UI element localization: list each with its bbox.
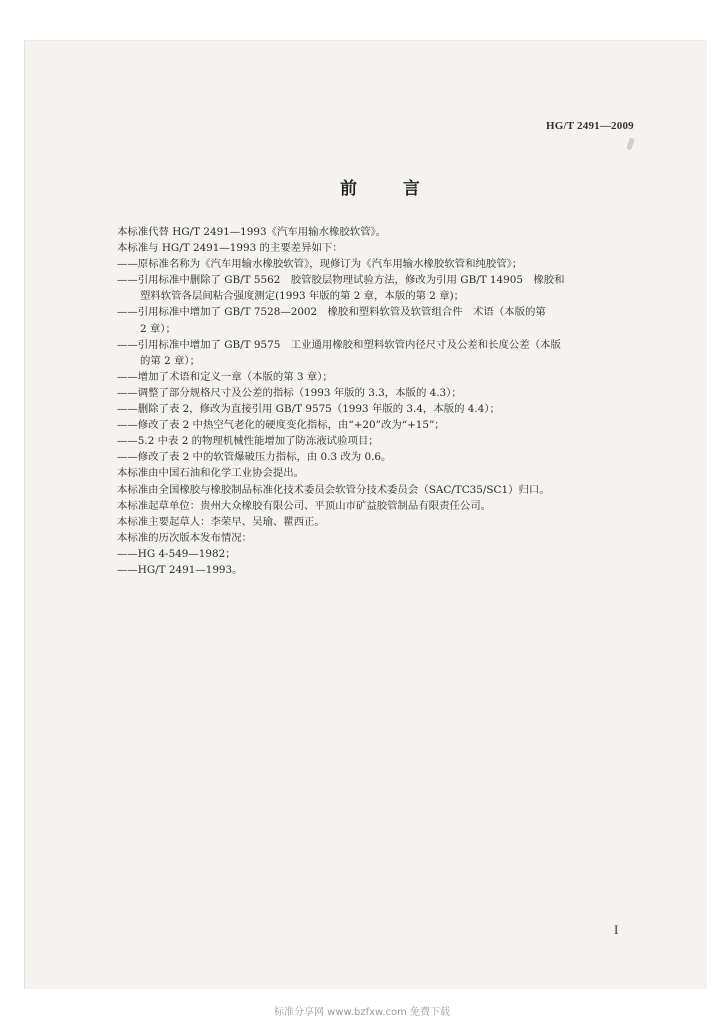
- text-line: ——修改了表 2 中的软管爆破压力指标，由 0.3 改为 0.6。: [117, 451, 392, 464]
- foreword-body: [117, 224, 657, 578]
- text-line: 塑料软管各层间粘合强度测定(1993 年版的第 2 章，本版的第 2 章)；: [140, 290, 465, 303]
- text-line: ——引用标准中增加了 GB/T 7528—2002 橡胶和塑料软管及软管组合件 术语（本版的第: [117, 306, 546, 319]
- page-number: I: [614, 922, 619, 937]
- text-line: 本标准与 HG/T 2491—1993 的主要差异如下：: [117, 242, 343, 255]
- text-line: ——增加了术语和定义一章（本版的第 3 章）；: [117, 370, 333, 383]
- text-line: 本标准起草单位：贵州大众橡胶有限公司、平顶山市矿益胶管制品有限责任公司。: [117, 499, 492, 512]
- page-title: 前 言: [340, 179, 440, 199]
- text-line: ——HG/T 2491—1993。: [117, 563, 243, 576]
- text-line: 2 章）；: [140, 322, 176, 335]
- text-line: ——修改了表 2 中热空气老化的硬度变化指标，由“+20”改为“+15”；: [117, 419, 445, 432]
- text-line: ——HG 4-549—1982；: [117, 547, 236, 560]
- text-line: 本标准主要起草人：李荣早、吴瑜、瞿西正。: [117, 515, 325, 528]
- watermark-footer: 标准分享网 www.bzfxw.com 免费下载: [274, 1007, 450, 1018]
- text-line: 本标准代替 HG/T 2491—1993《汽车用输水橡胶软管》。: [117, 226, 387, 238]
- text-line: 本标准的历次版本发布情况：: [117, 531, 253, 544]
- text-line: ——5.2 中表 2 的物理机械性能增加了防冻液试验项目；: [117, 435, 379, 448]
- text-line: ——调整了部分规格尺寸及公差的指标（1993 年版的 3.3，本版的 4.3）；: [117, 386, 462, 399]
- text-line: ——引用标准中增加了 GB/T 9575 工业通用橡胶和塑料软管内径尺寸及公差和长度公差（本版: [117, 338, 561, 351]
- text-line: ——原标准名称为《汽车用输水橡胶软管》，现修订为《汽车用输水橡胶软管和纯胶管》；: [117, 258, 523, 271]
- text-line: ——引用标准中删除了 GB/T 5562 胶管胶层物理试验方法，修改为引用 GB/T 14905 橡胶和: [117, 274, 565, 287]
- text-line: 的第 2 章）；: [140, 354, 200, 367]
- document-code: HG/T 2491—2009: [546, 120, 634, 132]
- text-line: 本标准由中国石油和化学工业协会提出。: [117, 467, 305, 480]
- text-line: 本标准由全国橡胶与橡胶制品标准化技术委员会软管分技术委员会（SAC/TC35/SC1）归口。: [117, 483, 550, 496]
- text-line: ——删除了表 2，修改为直接引用 GB/T 9575（1993 年版的 3.4，本版的 4.4）；: [117, 403, 500, 416]
